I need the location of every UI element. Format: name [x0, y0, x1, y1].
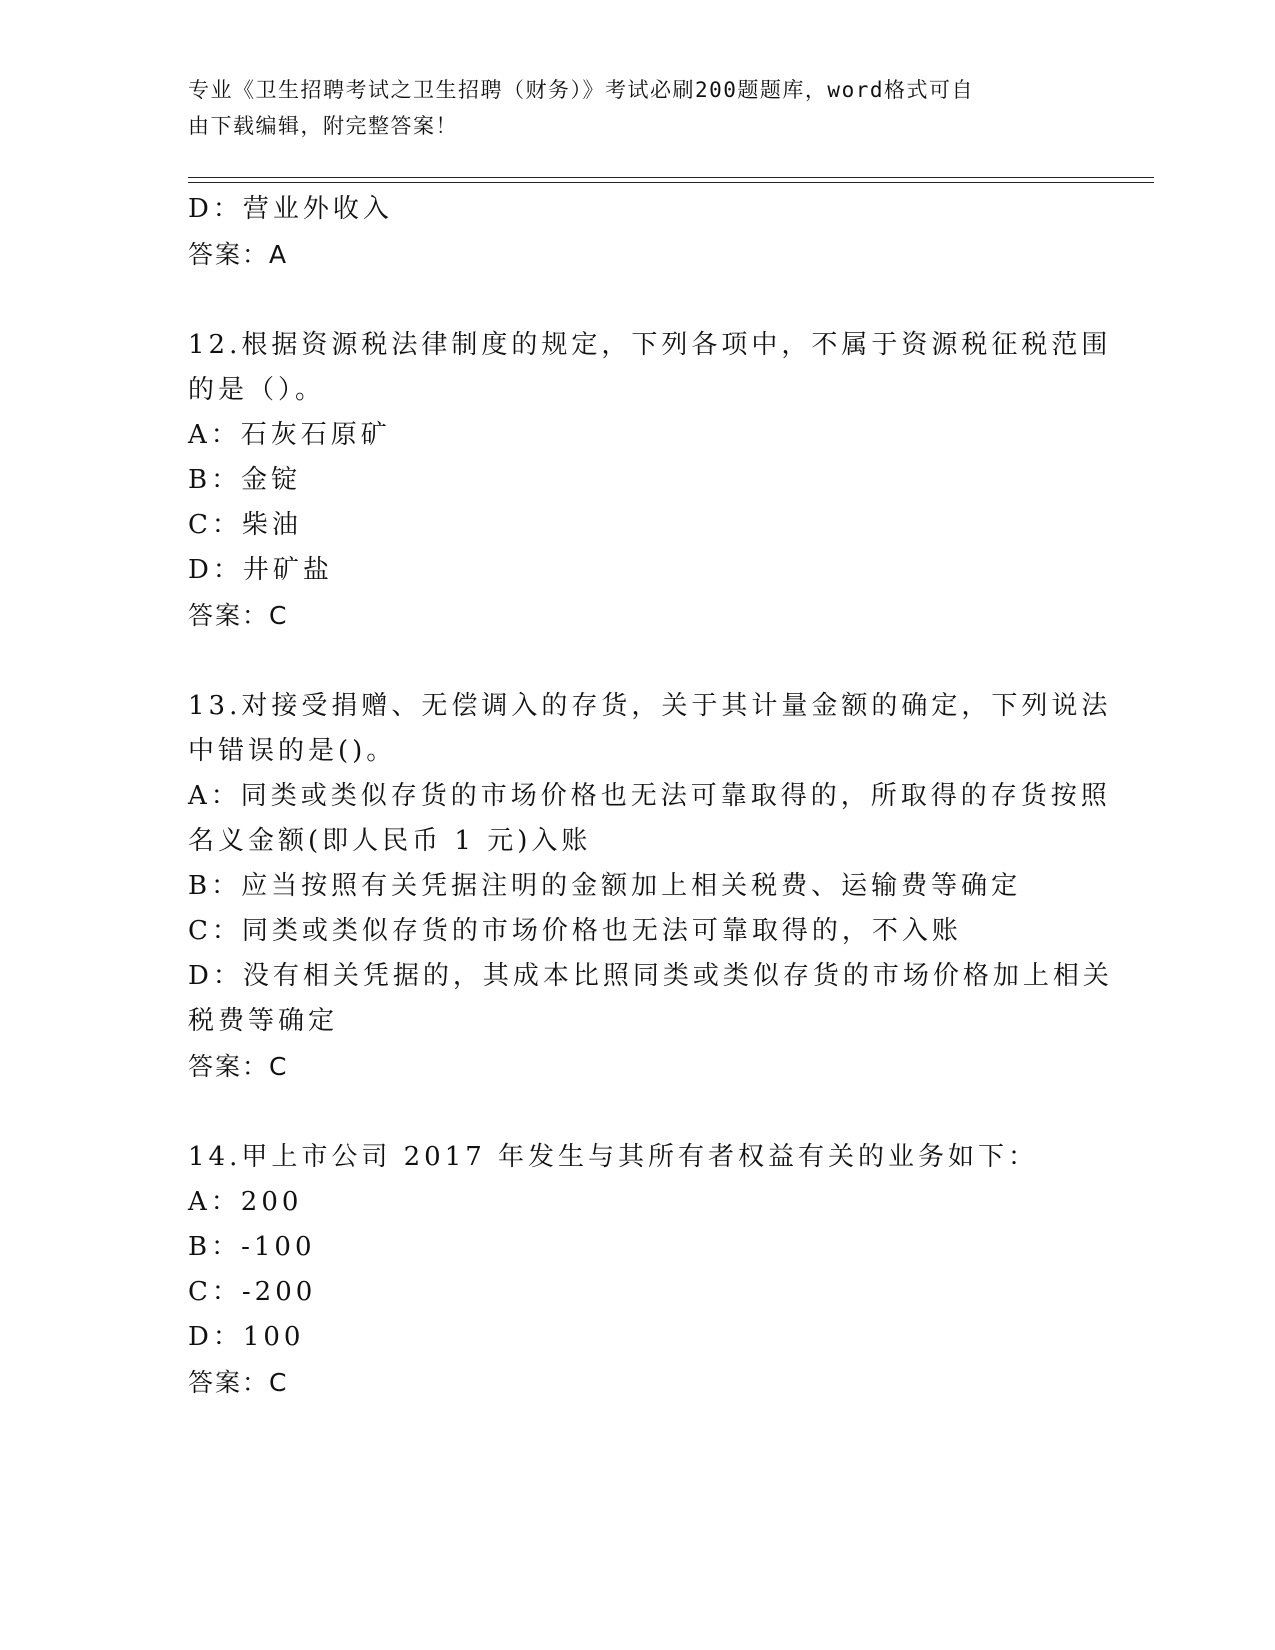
spacer — [188, 277, 1088, 323]
answer-line: 答案：C — [188, 1052, 289, 1081]
option-c: C：-200 — [188, 1277, 317, 1307]
question-list — [188, 187, 1113, 1405]
option-a-cont: 名义金额(即人民币 1 元)入账 — [188, 826, 592, 856]
question-stem: 13.对接受捐赠、无偿调入的存货，关于其计量金额的确定，下列说法 — [188, 691, 1112, 721]
header-line-1: 专业《卫生招聘考试之卫生招聘（财务）》考试必刷200题题库，word格式可自 — [188, 78, 974, 102]
question-block-prev — [188, 187, 1088, 277]
question-block-12 — [188, 323, 1112, 638]
spacer — [188, 1089, 1088, 1135]
option-d-cont: 税费等确定 — [188, 1006, 339, 1036]
question-stem-cont: 的是（）。 — [188, 375, 326, 405]
option-b: B：应当按照有关凭据注明的金额加上相关税费、运输费等确定 — [188, 871, 1022, 901]
option-c: C：柴油 — [188, 510, 302, 540]
option-d: D：井矿盐 — [188, 555, 333, 585]
option-b: B：金锭 — [188, 465, 302, 495]
answer-line: 答案：C — [188, 1368, 289, 1397]
header-divider-top — [188, 177, 1154, 178]
option-a: A：同类或类似存货的市场价格也无法可靠取得的，所取得的存货按照 — [188, 781, 1111, 811]
spacer — [188, 638, 1088, 684]
question-stem-cont: 中错误的是()。 — [188, 736, 397, 766]
option-d: D：没有相关凭据的，其成本比照同类或类似存货的市场价格加上相关 — [188, 961, 1113, 991]
option-a: A：200 — [188, 1187, 303, 1217]
document-header — [188, 72, 1068, 144]
question-stem: 12.根据资源税法律制度的规定，下列各项中，不属于资源税征税范围 — [188, 330, 1112, 360]
answer-line: 答案：C — [188, 601, 289, 630]
question-block-14 — [188, 1135, 1088, 1405]
answer-line: 答案：A — [188, 240, 289, 269]
option-b: B：-100 — [188, 1232, 316, 1262]
option-a: A：石灰石原矿 — [188, 420, 391, 450]
option-d: D：营业外收入 — [188, 194, 393, 224]
question-stem: 14.甲上市公司 2017 年发生与其所有者权益有关的业务如下： — [188, 1142, 1039, 1172]
option-c: C：同类或类似存货的市场价格也无法可靠取得的，不入账 — [188, 916, 962, 946]
option-d: D：100 — [188, 1322, 305, 1352]
header-line-2: 由下载编辑，附完整答案！ — [188, 114, 458, 138]
header-divider-bottom — [188, 182, 1154, 183]
question-block-13 — [188, 684, 1113, 1089]
